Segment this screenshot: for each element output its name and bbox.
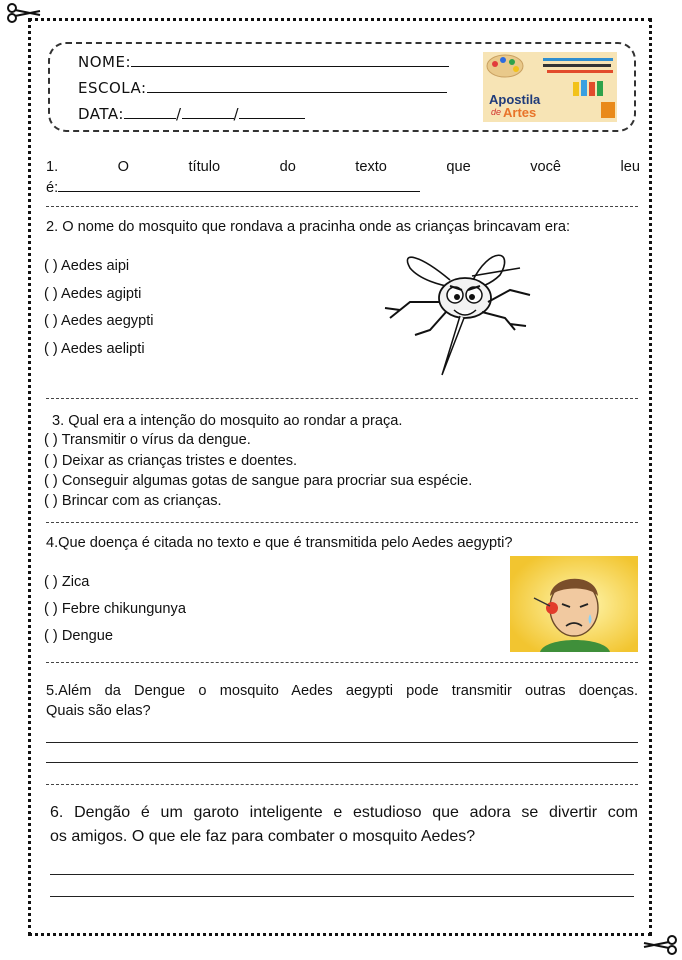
q2-option[interactable]: ( ) Aedes aegypti <box>44 313 154 329</box>
q6-question-line2: os amigos. O que ele faz para combater o mosquito Aedes? <box>50 828 476 845</box>
logo-title: Apostila <box>489 92 541 107</box>
logo-artes: Artes <box>503 105 537 120</box>
q5-question-line1 <box>46 682 638 701</box>
year-field[interactable] <box>239 104 305 119</box>
apostila-artes-logo <box>483 52 617 122</box>
nome-row <box>78 52 449 71</box>
escola-row <box>78 78 447 97</box>
q1-word: título <box>188 159 221 175</box>
q2-option[interactable]: ( ) Aedes aelipti <box>44 341 145 357</box>
escola-field[interactable] <box>147 78 447 93</box>
q1-label: é: <box>46 180 59 196</box>
q3-option[interactable]: ( ) Transmitir o vírus da dengue. <box>44 432 251 448</box>
q4-option[interactable]: ( ) Dengue <box>44 628 113 644</box>
q3-question: 3. Qual era a intenção do mosquito ao rondar a praça. <box>52 413 403 429</box>
q6-answer-line[interactable] <box>50 896 634 897</box>
q1-line <box>46 158 640 177</box>
date-separator: / <box>233 105 240 123</box>
q1-word: do <box>279 159 296 175</box>
q1-answer-field[interactable] <box>58 178 420 192</box>
q1-answer-row <box>46 178 420 198</box>
date-separator: / <box>175 105 182 123</box>
data-label: DATA: <box>78 105 124 123</box>
divider <box>46 206 638 207</box>
nome-field[interactable] <box>131 52 449 67</box>
month-field[interactable] <box>182 104 234 119</box>
q4-option[interactable]: ( ) Zica <box>44 574 90 590</box>
q5-answer-line[interactable] <box>46 762 638 763</box>
q2-option[interactable]: ( ) Aedes agipti <box>44 286 142 302</box>
q5-text: 5.Além da Dengue o mosquito Aedes aegypti pode transmitir outras doenças. <box>46 683 638 699</box>
q5-answer-line[interactable] <box>46 742 638 743</box>
divider <box>46 522 638 523</box>
scissors-icon <box>640 934 680 956</box>
day-field[interactable] <box>124 104 176 119</box>
q2-question: 2. O nome do mosquito que rondava a pracinha onde as crianças brincavam era: <box>46 219 571 235</box>
sick-man-illustration <box>510 556 638 652</box>
data-row <box>78 104 305 123</box>
divider <box>46 662 638 663</box>
q6-answer-line[interactable] <box>50 874 634 875</box>
q5-question-line2: Quais são elas? <box>46 703 151 719</box>
q1-word: você <box>530 159 562 175</box>
nome-label: NOME: <box>78 53 132 71</box>
q6-question-line1 <box>50 802 640 824</box>
q1-word: que <box>446 159 471 175</box>
q4-option[interactable]: ( ) Febre chikungunya <box>44 601 186 617</box>
mosquito-illustration <box>380 240 540 380</box>
q1-word: leu <box>620 159 640 175</box>
q3-option[interactable]: ( ) Deixar as crianças tristes e doentes. <box>44 453 298 469</box>
q1-word: 1. <box>46 159 59 175</box>
escola-label: ESCOLA: <box>78 79 147 97</box>
divider <box>46 398 638 399</box>
q3-option[interactable]: ( ) Conseguir algumas gotas de sangue para procriar sua espécie. <box>44 473 473 489</box>
q1-word: O <box>117 159 129 175</box>
divider <box>46 784 638 785</box>
logo-de: de <box>491 107 502 117</box>
q1-word: texto <box>355 159 387 175</box>
q3-option[interactable]: ( ) Brincar com as crianças. <box>44 493 222 509</box>
q2-option[interactable]: ( ) Aedes aipi <box>44 258 130 274</box>
q4-question: 4.Que doença é citada no texto e que é transmitida pelo Aedes aegypti? <box>46 535 513 551</box>
q6-text: 6. Dengão é um garoto inteligente e estudioso que adora se divertir com <box>50 804 638 821</box>
